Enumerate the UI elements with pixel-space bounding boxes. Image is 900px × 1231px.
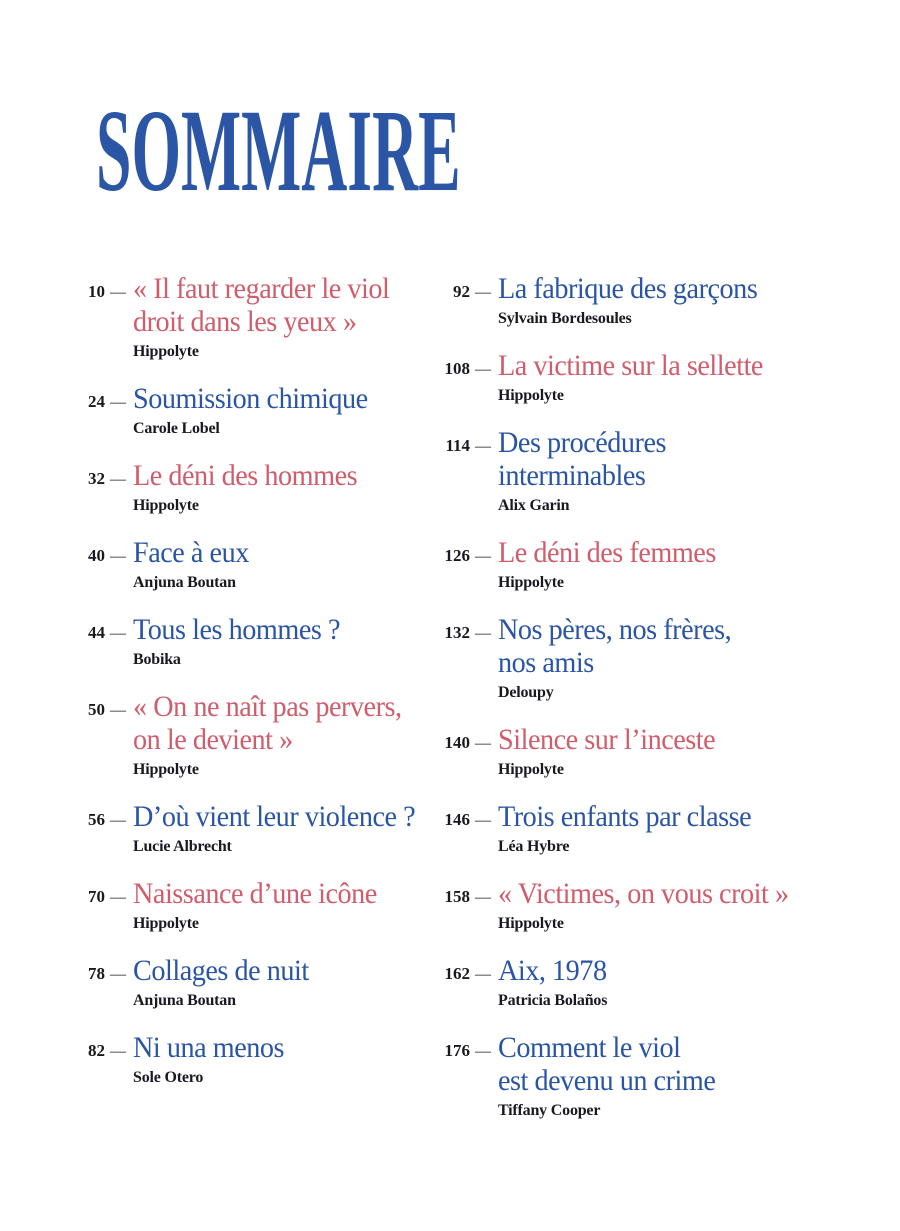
toc-entry-title — [133, 1031, 433, 1064]
toc-entry-pagenum — [87, 1031, 133, 1060]
toc-entry-title — [498, 272, 857, 305]
toc-entry-pagenum — [444, 613, 498, 642]
toc-entry — [444, 723, 880, 778]
toc-entry-dash: — — [110, 625, 124, 642]
toc-entry-pagenum — [444, 536, 498, 565]
toc-entry-title-line: Collages de nuit — [133, 954, 309, 987]
toc-entry-dash: — — [475, 438, 489, 455]
toc-entry-content — [133, 382, 452, 437]
toc-entry-dash: — — [475, 1043, 489, 1060]
toc-entry-content — [498, 613, 880, 701]
toc-entry-pagenum — [452, 272, 498, 301]
toc-entry-number: 140 — [444, 733, 470, 752]
toc-entry-title — [498, 426, 857, 492]
toc-entry-pagenum — [87, 877, 133, 906]
toc-entry-title-line: Aix, 1978 — [498, 954, 607, 987]
toc-entry-content — [133, 459, 452, 514]
toc-entry-author: Patricia Bolaños — [498, 992, 608, 1009]
toc-entry-author: Hippolyte — [133, 497, 199, 514]
toc-entry-dash: — — [475, 966, 489, 983]
toc-entry-content — [498, 426, 880, 514]
toc-entry-pagenum — [87, 536, 133, 565]
toc-entry-pagenum — [444, 954, 498, 983]
toc-entry-pagenum — [445, 426, 498, 455]
toc-entry-author: Hippolyte — [133, 761, 199, 778]
toc-column-right — [444, 272, 880, 1141]
toc-entry-author: Hippolyte — [133, 343, 199, 360]
toc-entry-number: 78 — [88, 964, 105, 983]
toc-entry-title-line: nos amis — [498, 646, 594, 679]
toc-entry — [87, 954, 452, 1009]
toc-entry-content — [133, 613, 452, 668]
toc-entry-title — [498, 349, 857, 382]
toc-entry-content — [498, 349, 880, 404]
toc-entry-number: 40 — [88, 546, 105, 565]
toc-entry — [444, 954, 880, 1009]
toc-entry-dash: — — [475, 361, 489, 378]
toc-entry-author: Hippolyte — [498, 574, 564, 591]
toc-entry-pagenum — [87, 459, 133, 488]
toc-entry-author: Lucie Albrecht — [133, 838, 232, 855]
toc-entry-dash: — — [475, 548, 489, 565]
toc-entry-title — [133, 613, 433, 646]
toc-entry-content — [498, 536, 880, 591]
toc-entry-content — [133, 1031, 452, 1086]
toc-entry-title — [133, 272, 433, 338]
toc-entry-author: Hippolyte — [498, 387, 564, 404]
toc-entry-number: 24 — [88, 392, 105, 411]
toc-entry-content — [498, 723, 880, 778]
toc-entry-author: Carole Lobel — [133, 420, 220, 437]
toc-entry-number: 176 — [444, 1041, 470, 1060]
toc-entry-content — [498, 800, 880, 855]
toc-entry-title — [498, 613, 857, 679]
toc-entry-title — [498, 1031, 857, 1097]
toc-entry-number: 32 — [88, 469, 105, 488]
toc-entry-title-line: Naissance d’une icône — [133, 877, 377, 910]
toc-entry-title — [498, 723, 857, 756]
toc-entry-number: 44 — [88, 623, 105, 642]
toc-entry-dash: — — [475, 812, 489, 829]
toc-entry — [87, 690, 452, 778]
toc-entry-pagenum — [87, 613, 133, 642]
toc-entry-title-line: Nos pères, nos frères, — [498, 613, 732, 646]
toc-entry-dash: — — [110, 471, 124, 488]
toc-entry-dash: — — [110, 548, 124, 565]
toc-entry-title — [498, 877, 857, 910]
toc-entry-pagenum — [87, 690, 133, 719]
toc-entry-dash: — — [110, 889, 124, 906]
toc-entry-dash: — — [110, 812, 124, 829]
toc-entry-title — [133, 536, 433, 569]
toc-entry — [444, 877, 880, 932]
toc-entry-title-line: Le déni des hommes — [133, 459, 358, 492]
toc-entry — [87, 877, 452, 932]
toc-entry-dash: — — [110, 966, 124, 983]
toc-entry-author: Hippolyte — [498, 761, 564, 778]
toc-entry-title-line: interminables — [498, 459, 646, 492]
toc-entry-pagenum — [87, 800, 133, 829]
toc-entry-title-line: « Il faut regarder le viol — [133, 272, 390, 305]
toc-entry-pagenum — [444, 1031, 498, 1060]
toc-entry-pagenum — [444, 800, 498, 829]
toc-entry — [87, 613, 452, 668]
toc-entry-number: 108 — [444, 359, 470, 378]
toc-entry-content — [133, 690, 452, 778]
toc-entry — [87, 459, 452, 514]
toc-entry-pagenum — [87, 954, 133, 983]
toc-entry-title-line: « On ne naît pas pervers, — [133, 690, 402, 723]
toc-entry-number: 126 — [444, 546, 470, 565]
toc-entry-title-line: Des procédures — [498, 426, 667, 459]
toc-entry-content — [133, 954, 452, 1009]
toc-entry-title — [133, 954, 433, 987]
toc-entry-author: Hippolyte — [133, 915, 199, 932]
toc-entry-number: 146 — [444, 810, 470, 829]
toc-entry — [445, 426, 880, 514]
toc-entry-title-line: Face à eux — [133, 536, 249, 569]
toc-entry — [444, 613, 880, 701]
toc-entry-title-line: Silence sur l’inceste — [498, 723, 716, 756]
toc-entry — [87, 800, 452, 855]
toc-entry-pagenum — [444, 877, 498, 906]
toc-entry-title — [133, 877, 433, 910]
toc — [87, 272, 880, 1141]
toc-entry-number: 56 — [88, 810, 105, 829]
page-title: SOMMAIRE — [96, 85, 461, 216]
toc-entry-author: Deloupy — [498, 684, 554, 701]
toc-entry-pagenum — [87, 382, 133, 411]
toc-entry-pagenum — [444, 723, 498, 752]
toc-entry-pagenum — [87, 272, 133, 301]
toc-entry-title — [133, 800, 433, 833]
toc-entry-content — [133, 536, 452, 591]
toc-entry — [87, 1031, 452, 1086]
toc-entry-content — [498, 272, 880, 327]
toc-entry-author: Alix Garin — [498, 497, 570, 514]
toc-entry-title — [498, 954, 857, 987]
toc-entry — [452, 272, 880, 327]
toc-entry-author: Léa Hybre — [498, 838, 570, 855]
toc-entry — [87, 536, 452, 591]
toc-entry-title — [133, 459, 433, 492]
toc-entry-content — [498, 1031, 880, 1119]
toc-entry-title — [133, 382, 433, 415]
toc-entry-title-line: Le déni des femmes — [498, 536, 716, 569]
toc-entry-title-line: Comment le viol — [498, 1031, 681, 1064]
toc-entry — [444, 800, 880, 855]
toc-entry-number: 162 — [444, 964, 470, 983]
toc-entry-title-line: est devenu un crime — [498, 1064, 716, 1097]
toc-entry-content — [133, 800, 452, 855]
toc-entry-dash: — — [475, 889, 489, 906]
toc-entry-title-line: Ni una menos — [133, 1031, 285, 1064]
toc-entry-number: 50 — [88, 700, 105, 719]
toc-entry-author: Anjuna Boutan — [133, 574, 236, 591]
toc-entry-title-line: Tous les hommes ? — [133, 613, 341, 646]
toc-entry-author: Sylvain Bordesoules — [498, 310, 632, 327]
toc-entry-number: 70 — [88, 887, 105, 906]
toc-entry-number: 10 — [88, 282, 105, 301]
toc-entry-number: 82 — [88, 1041, 105, 1060]
toc-entry-author: Tiffany Cooper — [498, 1102, 601, 1119]
toc-entry-dash: — — [110, 702, 124, 719]
toc-entry-title-line: « Victimes, on vous croit » — [498, 877, 789, 910]
toc-entry-content — [498, 954, 880, 1009]
toc-entry-title-line: La fabrique des garçons — [498, 272, 758, 305]
toc-entry-author: Anjuna Boutan — [133, 992, 236, 1009]
toc-entry-number: 92 — [453, 282, 470, 301]
toc-entry-content — [133, 272, 452, 360]
toc-entry-content — [498, 877, 880, 932]
toc-entry — [444, 536, 880, 591]
toc-entry — [444, 349, 880, 404]
toc-entry-number: 132 — [444, 623, 470, 642]
toc-entry — [87, 272, 452, 360]
toc-entry-dash: — — [110, 1043, 124, 1060]
toc-entry-title-line: La victime sur la sellette — [498, 349, 763, 382]
toc-entry-dash: — — [475, 735, 489, 752]
toc-entry-author: Hippolyte — [498, 915, 564, 932]
toc-entry-dash: — — [475, 625, 489, 642]
toc-entry-title-line: Soumission chimique — [133, 382, 368, 415]
toc-entry-title-line: Trois enfants par classe — [498, 800, 752, 833]
toc-entry-dash: — — [110, 394, 124, 411]
toc-entry-number: 158 — [444, 887, 470, 906]
toc-entry-dash: — — [475, 284, 489, 301]
toc-entry-title-line: on le devient » — [133, 723, 293, 756]
toc-entry-author: Bobika — [133, 651, 181, 668]
toc-entry-pagenum — [444, 349, 498, 378]
toc-entry-title — [498, 800, 857, 833]
toc-entry-content — [133, 877, 452, 932]
toc-entry-title-line: D’où vient leur violence ? — [133, 800, 416, 833]
toc-entry-dash: — — [110, 284, 124, 301]
toc-entry-number: 114 — [445, 436, 470, 455]
toc-entry — [444, 1031, 880, 1119]
toc-entry-title — [498, 536, 857, 569]
toc-column-left — [87, 272, 452, 1141]
toc-entry-title-line: droit dans les yeux » — [133, 305, 357, 338]
toc-entry-author: Sole Otero — [133, 1069, 204, 1086]
toc-entry-title — [133, 690, 433, 756]
toc-entry — [87, 382, 452, 437]
